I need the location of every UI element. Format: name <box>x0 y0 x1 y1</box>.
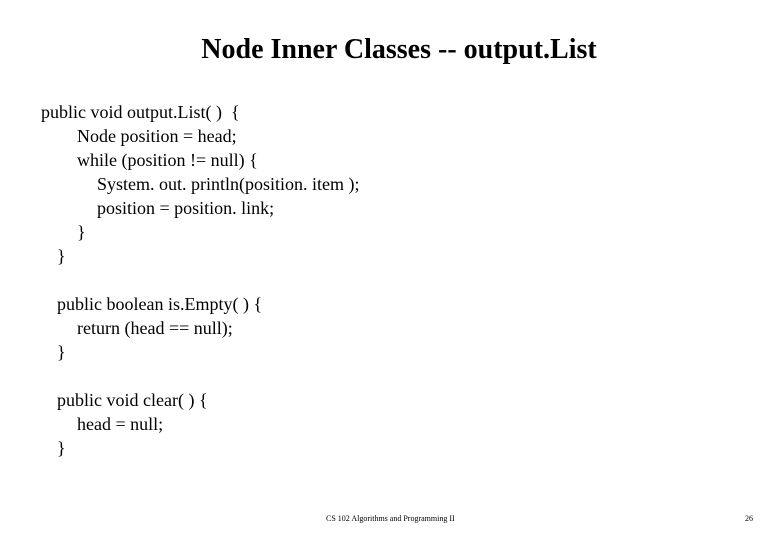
slide-title: Node Inner Classes -- output.List <box>201 34 597 65</box>
footer-course-name: CS 102 Algorithms and Programming II <box>326 514 455 523</box>
code-line: while (position != null) { <box>77 150 258 170</box>
code-line: public void output.List( ) { <box>41 102 240 122</box>
code-line: System. out. println(position. item ); <box>97 174 360 194</box>
code-line: public void clear( ) { <box>57 390 208 410</box>
code-line: } <box>57 342 66 362</box>
footer-page-number: 26 <box>745 514 753 523</box>
code-line: position = position. link; <box>97 198 275 218</box>
code-line: public boolean is.Empty( ) { <box>57 294 263 314</box>
code-line: Node position = head; <box>77 126 237 146</box>
code-line: return (head == null); <box>77 318 233 338</box>
code-line: } <box>57 438 66 458</box>
code-line: head = null; <box>77 414 164 434</box>
code-line: } <box>77 222 86 242</box>
code-line: } <box>57 246 66 266</box>
